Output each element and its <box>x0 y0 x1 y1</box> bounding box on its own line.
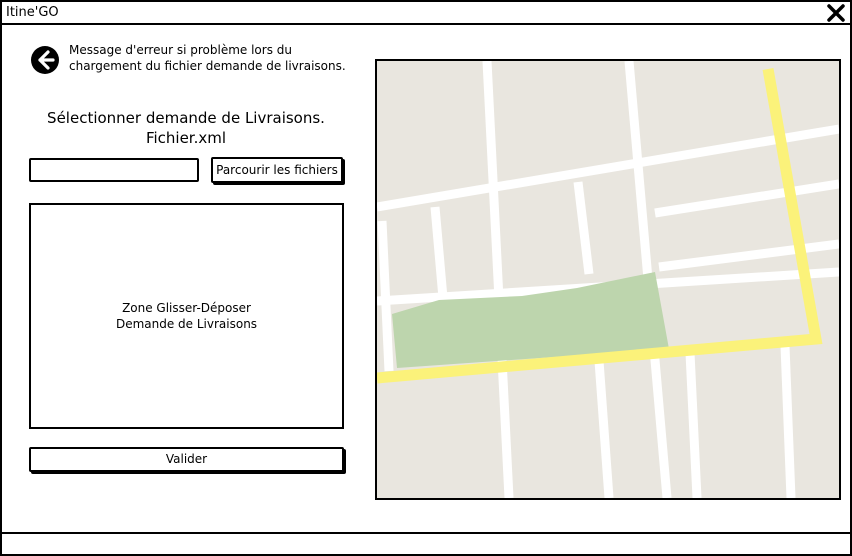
select-title-line2: Fichier.xml <box>145 129 227 147</box>
validate-button[interactable]: Valider <box>29 447 344 472</box>
select-title <box>22 108 350 148</box>
close-icon[interactable] <box>826 4 846 22</box>
map-canvas <box>377 61 839 498</box>
street <box>785 346 791 498</box>
status-bar <box>2 532 850 554</box>
title-bar <box>2 2 850 25</box>
map-view[interactable] <box>375 59 841 500</box>
arrow-left-circle-icon[interactable] <box>30 45 60 75</box>
drop-zone-label: Zone Glisser-Déposer Demande de Livraisons <box>115 301 258 331</box>
browse-files-button[interactable]: Parcourir les fichiers <box>211 157 343 183</box>
window-title: Itine'GO <box>6 5 59 20</box>
file-path-input[interactable] <box>29 158 199 182</box>
select-title-line1: Sélectionner demande de Livraisons. <box>47 109 325 127</box>
error-message: Message d'erreur si problème lors du chargement du fichier demande de livraisons. <box>69 43 346 73</box>
drop-zone[interactable] <box>29 203 344 429</box>
